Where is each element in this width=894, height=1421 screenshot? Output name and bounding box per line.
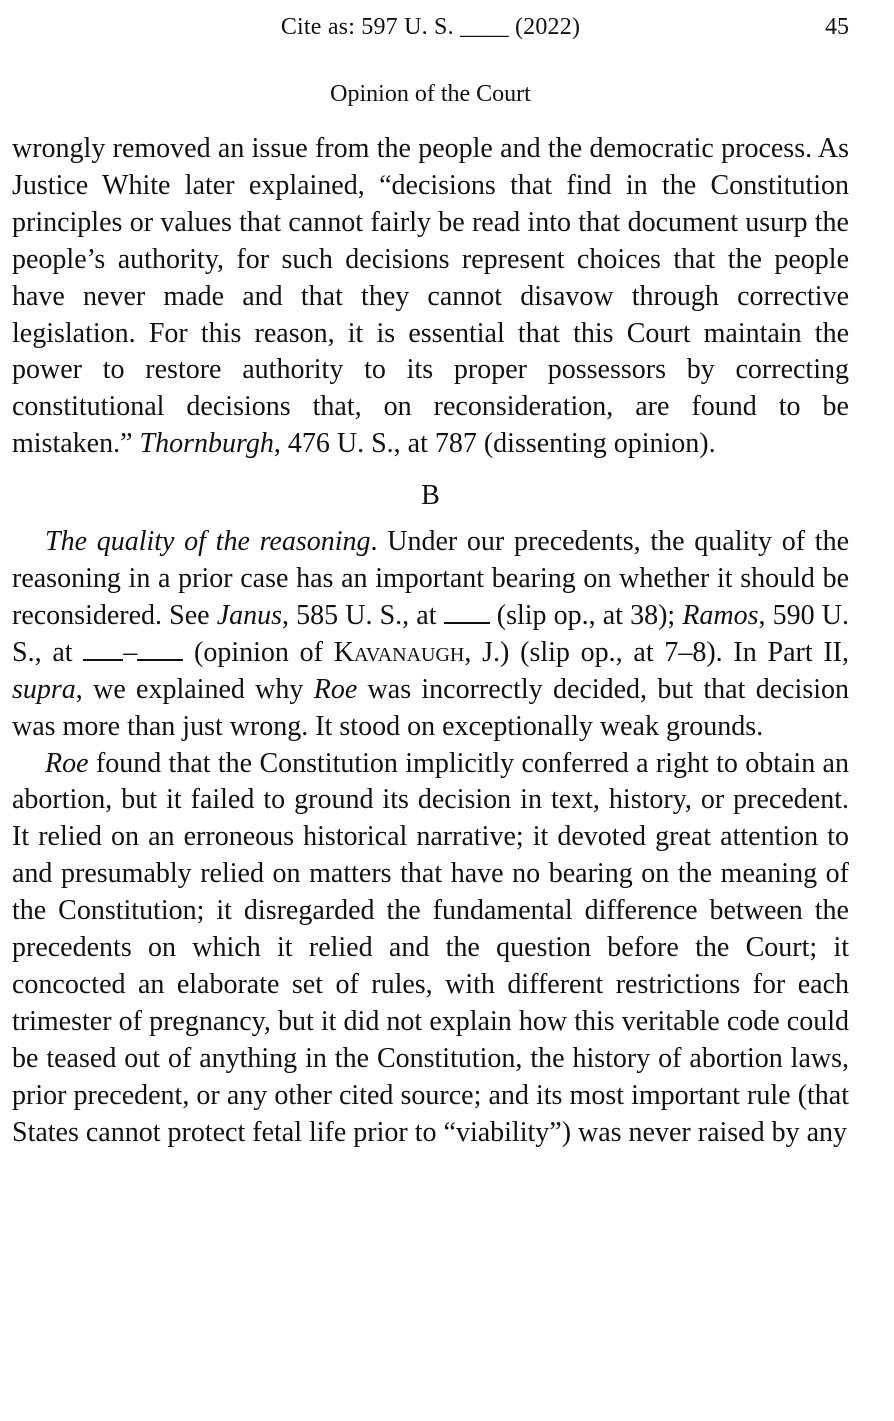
page-blank	[83, 641, 123, 661]
page-blank	[137, 641, 183, 661]
paragraph-roe-found	[12, 746, 849, 1152]
citation-line: Cite as: 597 U. S. ____ (2022)	[280, 14, 581, 40]
case-name-ramos: Ramos	[682, 599, 759, 631]
page-blank	[444, 604, 490, 624]
document-page	[12, 0, 850, 1148]
paragraph-text: found that the Constitution implicitly conferred a right to obtain an abortion, but it failed to ground its decision in text, history, or precedent. It relied on an erroneous historical narrative; it devoted great attention to and presumably relied on matters that have no bearing on the meaning of the Constitution; it disregarded the fundamental difference between the precedents on which it relied and the question before the Court; it concocted an elaborate set of rules, with different restrictions for each trimester of pregnancy, but it did not explain how this veritable code could be teased out of anything in the Constitution, the history of abortion laws, prior precedent, or any other cited source; and its most important rule (that States cannot protect fetal life prior to “viability”) was never raised by any	[12, 747, 849, 1148]
case-name-janus: Janus	[216, 599, 283, 631]
paragraph-text: , 585 U. S., at	[282, 599, 444, 631]
paragraph-text: . Under our precedents, the quality of the reasoning in a prior case has an important bearing on whether it should be reconsidered. See	[12, 526, 850, 631]
paragraph-text: (opinion of	[183, 636, 334, 668]
justice-name-kavanaugh: Kavanaugh	[333, 636, 465, 668]
case-name-roe: Roe	[45, 747, 89, 779]
dash: –	[123, 636, 138, 668]
paragraph-text: , J.) (slip op., at 7–8). In Part II,	[464, 636, 850, 668]
case-name-roe: Roe	[313, 673, 358, 705]
paragraph-lead-italic: The quality of the reasoning	[45, 526, 371, 558]
paragraph-text: (slip op., at 38);	[489, 599, 683, 631]
paragraph-text: , we explained why	[75, 673, 314, 705]
paragraph-quality-of-reasoning	[12, 524, 849, 745]
page-number: 45	[825, 14, 849, 40]
paragraph-text: was incorrectly decided, but that decision was more than just wrong. It stood on exceptionally weak grounds.	[12, 673, 850, 742]
section-heading-b: B	[421, 480, 440, 512]
running-header	[12, 0, 849, 58]
opinion-label: Opinion of the Court	[330, 81, 531, 107]
case-name-thornburgh: Thornburgh	[139, 428, 274, 460]
opinion-body	[12, 131, 849, 1151]
supra-italic: supra	[12, 673, 76, 705]
paragraph-text: , 476 U. S., at 787 (dissenting opinion).	[273, 428, 716, 460]
paragraph-continued	[12, 131, 849, 463]
paragraph-text: wrongly removed an issue from the people and the democratic process. As Justice White later explained, “decisions that find in the Constitution principles or values that cannot fairly be read into that document usurp the people’s authority, for such decisions represent choices that the people have never made and that they cannot disavow through corrective legislation. For this reason, it is essential that this Court maintain the power to restore authority to its proper possessors by correcting constitutional decisions that, on reconsideration, are found to be mistaken.”	[12, 133, 849, 460]
paragraph-text: , 590 U. S., at	[12, 599, 850, 668]
